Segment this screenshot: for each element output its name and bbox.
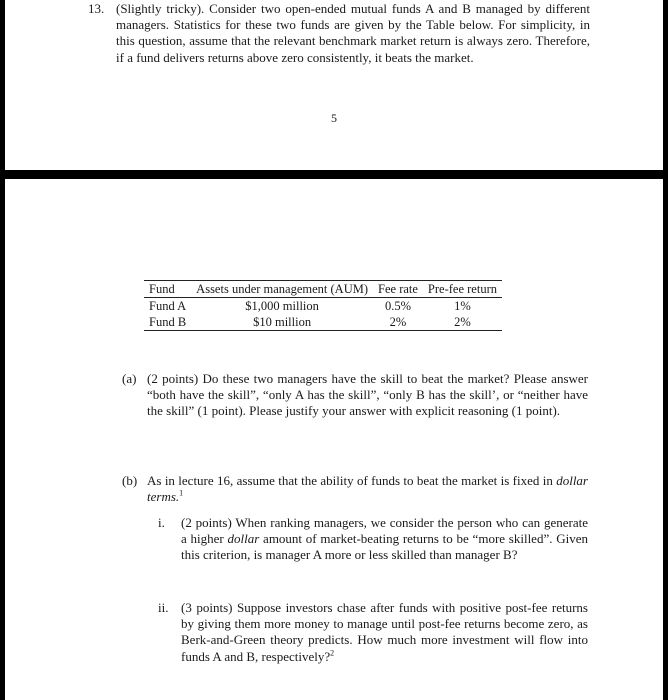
- part-b-ii-label: ii.: [158, 600, 169, 615]
- fund-aum: $1,000 million: [245, 299, 319, 313]
- fund-aum: $10 million: [253, 315, 312, 329]
- table-row: [144, 298, 502, 315]
- header-fee-rate: Fee rate: [378, 282, 418, 296]
- fund-pre-fee-return: 1%: [454, 299, 471, 313]
- footnote-marker-2: 2: [330, 648, 335, 658]
- fund-fee-rate: 2%: [389, 315, 407, 329]
- part-b-i-text-after: amount of market-beating returns to be “more skilled”. Given this criterion, is manager A more or less skilled than manager B?: [181, 531, 588, 563]
- page-number: 5: [331, 111, 337, 125]
- part-b-i-emphasis: dollar: [227, 531, 260, 547]
- part-b-ii-text-body: (3 points) Suppose investors chase after funds with positive post-fee returns by giving them more money to manage until post-fee returns become zero, as Berk-and-Green theory predicts. How much more investment will flow into funds A and B, respectively?: [181, 600, 588, 664]
- header-aum: Assets under management (AUM): [196, 282, 369, 296]
- part-a-text: (2 points) Do these two managers have the skill to beat the market? Please answer “both have the skill”, “only A has the skill”, “only B has the skill’, or “neither have the skill” (1 point). Please justify your answer with explicit reasoning (1 point).: [147, 371, 588, 419]
- fund-statistics-table: [144, 280, 502, 331]
- header-fund: Fund: [149, 282, 175, 296]
- fund-fee-rate: 0.5%: [384, 299, 411, 313]
- page-top: [5, 0, 663, 170]
- table-header-row: [144, 281, 502, 298]
- question-text: (Slightly tricky). Consider two open-ended mutual funds A and B managed by different managers. Statistics for these two funds are given by the Table below. For simplicity, in this question, assume that the relevant benchmark market return is always zero. Therefore, if a fund delivers returns above zero consistently, it beats the market.: [116, 1, 590, 65]
- part-a-label: (a): [122, 371, 137, 386]
- part-b: [122, 473, 588, 505]
- part-b-i-text-before: (2 points) When ranking managers, we consider the person who can generate a higher: [181, 515, 588, 547]
- part-b-i-label: i.: [158, 515, 165, 530]
- question-13: [90, 1, 590, 66]
- part-b-ii-text: [181, 600, 588, 665]
- question-number: 13.: [88, 1, 105, 16]
- part-b-text: [147, 473, 588, 505]
- footnote-marker-1: 1: [179, 488, 184, 498]
- part-b-i: [158, 515, 588, 564]
- page-bottom: [5, 179, 663, 700]
- part-b-emphasis: dollar terms.: [147, 473, 588, 505]
- fund-name: Fund B: [149, 315, 187, 329]
- fund-pre-fee-return: 2%: [454, 315, 471, 329]
- table-row: [144, 314, 502, 331]
- part-b-text-before: As in lecture 16, assume that the ability of funds to beat the market is fixed in: [147, 473, 557, 488]
- part-b-ii: [158, 600, 588, 665]
- part-b-label: (b): [122, 473, 138, 488]
- fund-name: Fund A: [149, 299, 187, 313]
- header-pre-fee-return: Pre-fee return: [427, 282, 497, 296]
- part-a: [122, 371, 588, 420]
- part-b-i-text: [181, 515, 588, 564]
